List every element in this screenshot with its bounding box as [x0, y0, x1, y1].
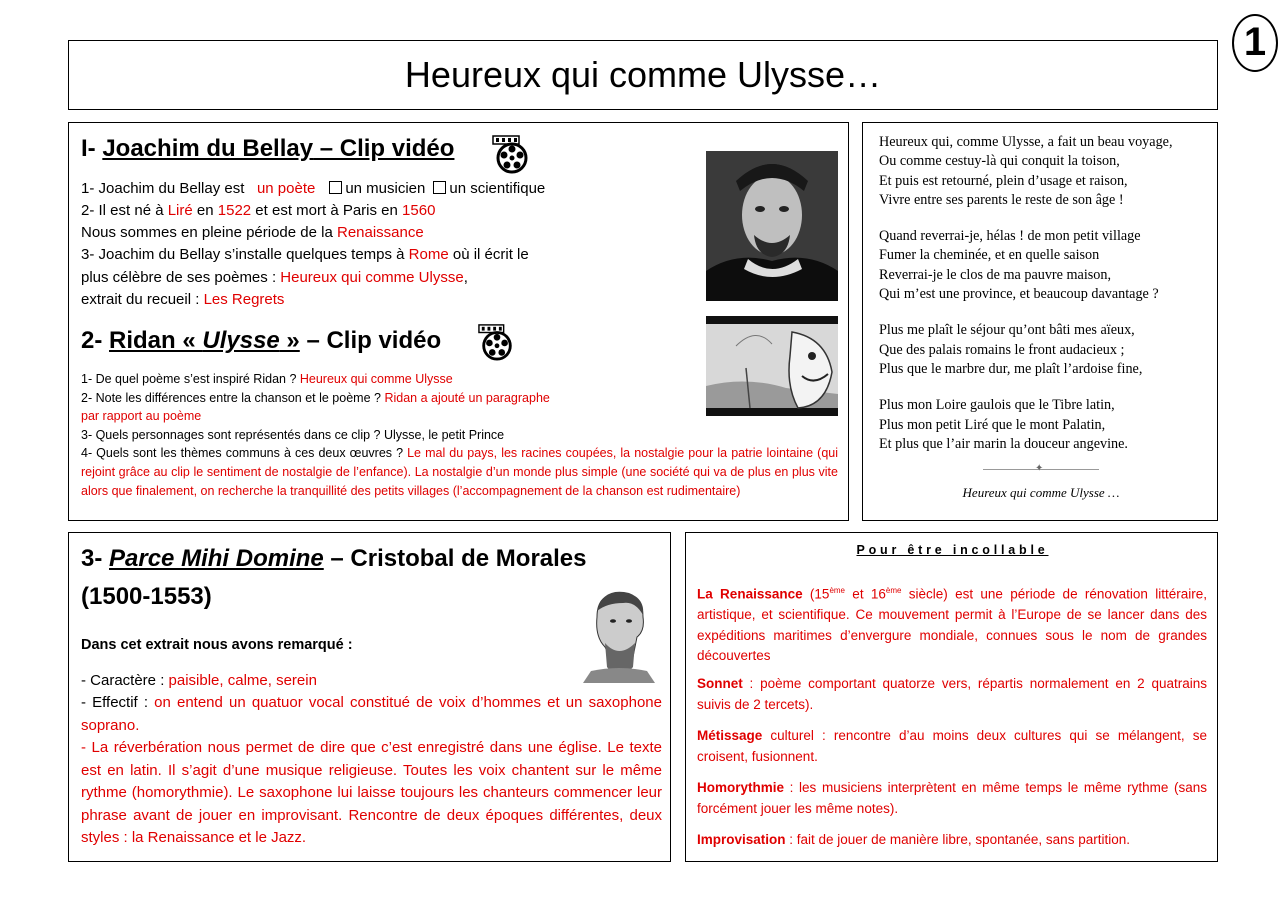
poem-stanza: [879, 321, 1209, 379]
glossary-renaissance: La Renaissance (15ème et 16ème siècle) est une période de rénovation littéraire, artistique, et scientifique. Ce mouvement permit à l’Europe de se lancer dans des expéditions maritimes d’envergure mondiale, connues sous le nom de grandes découvertes: [697, 586, 1207, 663]
bellay-q1: 1- Joachim du Bellay est un poète un musicien un scientifique: [81, 180, 546, 197]
poem-signature: Heureux qui comme Ulysse …: [962, 485, 1120, 500]
poem-line: Plus mon petit Liré que le mont Palatin,: [879, 416, 1106, 433]
glossary-sonnet: Sonnet : poème comportant quatorze vers, répartis normalement en 2 quatrains suivis de 2 tercets).: [697, 676, 1207, 712]
glossary-metissage: Métissage culturel : rencontre d’au moins deux cultures qui se mélangent, se croisent, fusionnent.: [697, 728, 1207, 764]
poem-stanza: [879, 227, 1209, 304]
morales-reverb: - La réverbération nous permet de dire que c’est enregistré dans une église. Le texte est en latin. Il s’agit d’une musique religieuse. Toutes les voix chantent sur le même rythme (homorythmie). Le saxophone lui laisse toujours les chanteurs commencer leur phrase avant de jouer en improvisant. Rencontre de deux époques différentes, deux styles : la Renaissance et le Jazz.: [81, 739, 662, 846]
poem-line: Plus me plaît le séjour qu’ont bâti mes aïeux,: [879, 322, 1135, 339]
poem-line: Qui m’est une province, et beaucoup davantage ?: [879, 286, 1159, 303]
film-reel-icon[interactable]: [492, 134, 532, 174]
ridan-q2: 2- Note les différences entre la chanson et le poème ? Ridan a ajouté un paragraphe: [81, 391, 550, 405]
bellay-q2: 2- Il est né à Liré en 1522 et est mort à Paris en 1560: [81, 202, 436, 219]
checkbox-musician[interactable]: [329, 181, 342, 194]
section3-intro: Dans cet extrait nous avons remarqué :: [81, 637, 353, 653]
checkbox-scientist[interactable]: [433, 181, 446, 194]
bellay-q3-book: extrait du recueil : Les Regrets: [81, 291, 285, 308]
poem-line: Plus que le marbre dur, me plaît l’ardoise fine,: [879, 360, 1143, 377]
section-bellay-ridan: [68, 122, 849, 521]
poem-stanza: [879, 133, 1209, 210]
section-morales: [68, 532, 671, 862]
page-title-box: [68, 40, 1218, 110]
poem-text: [879, 133, 1209, 471]
bellay-q3: 3- Joachim du Bellay s’installe quelques temps à Rome où il écrit le: [81, 246, 529, 263]
poem-divider-ornament: ✦: [1035, 463, 1044, 474]
poem-line: Reverrai-je le clos de ma pauvre maison,: [879, 266, 1112, 283]
morales-portrait-image: [583, 587, 655, 683]
poem-line: Heureux qui, comme Ulysse, a fait un beau voyage,: [879, 134, 1173, 150]
section1-heading: I- Joachim du Bellay – Clip vidéo: [81, 135, 455, 162]
poem-line: Et puis est retourné, plein d’usage et raison,: [879, 172, 1128, 189]
ridan-q1: 1- De quel poème s’est inspiré Ridan ? Heureux qui comme Ulysse: [81, 372, 453, 386]
ridan-clip-image: [706, 316, 838, 416]
section2-heading: 2- Ridan « Ulysse » – Clip vidéo: [81, 327, 442, 354]
poem-line: Quand reverrai-je, hélas ! de mon petit village: [879, 228, 1141, 245]
poem-line: Fumer la cheminée, et en quelle saison: [879, 247, 1100, 264]
poem-line: Et plus que l’air marin la douceur angevine.: [879, 435, 1128, 452]
poem-line: Ou comme cestuy-là qui conquit la toison,: [879, 153, 1120, 170]
ridan-q2-cont: par rapport au poème: [81, 409, 202, 423]
ridan-q4: 4- Quels sont les thèmes communs à ces deux œuvres ? Le mal du pays, les racines coupées, la nostalgie pour la patrie lointaine (qui rejoint grâce au clip le sentiment de nostalgie de l’enfance). La nostalgie d’un monde plus simple (une société qui va de plus en plus vite alors que finalement, on recherche la tranquillité des petits villages (l’accompagnement de la chanson est rudimentaire): [81, 446, 838, 498]
film-reel-icon[interactable]: [477, 323, 517, 361]
morales-ensemble: - Effectif : on entend un quatuor vocal constitué de voix d’hommes et un saxophone soprano.: [81, 694, 662, 734]
section3-years: (1500-1553): [81, 583, 212, 610]
page-number-badge: [1232, 14, 1278, 72]
bellay-q3-poem: plus célèbre de ses poèmes : Heureux qui comme Ulysse,: [81, 269, 468, 286]
section3-heading: 3- Parce Mihi Domine – Cristobal de Morales: [81, 545, 587, 572]
page-title: Heureux qui comme Ulysse…: [404, 54, 882, 95]
bellay-portrait-image: [706, 151, 838, 301]
poem-line: Plus mon Loire gaulois que le Tibre latin,: [879, 397, 1115, 414]
poem-line: Que des palais romains le front audacieux ;: [879, 341, 1125, 358]
bellay-period: Nous sommes en pleine période de la Renaissance: [81, 224, 424, 241]
morales-character: - Caractère : paisible, calme, serein: [81, 672, 317, 689]
page-number: 1: [1243, 20, 1267, 64]
poem-stanza: [879, 396, 1209, 454]
poem-panel: [862, 122, 1218, 521]
glossary-improvisation: Improvisation : fait de jouer de manière libre, spontanée, sans partition.: [697, 832, 1130, 847]
glossary-heading: Pour être incollable: [856, 543, 1049, 557]
ridan-q3: 3- Quels personnages sont représentés dans ce clip ? Ulysse, le petit Prince: [81, 428, 505, 442]
poem-line: Vivre entre ses parents le reste de son âge !: [879, 191, 1124, 208]
glossary-panel: [685, 532, 1218, 862]
glossary-homorythmie: Homorythmie : les musiciens interprètent en même temps le même rythme (sans forcément jouer les même notes).: [697, 780, 1207, 816]
